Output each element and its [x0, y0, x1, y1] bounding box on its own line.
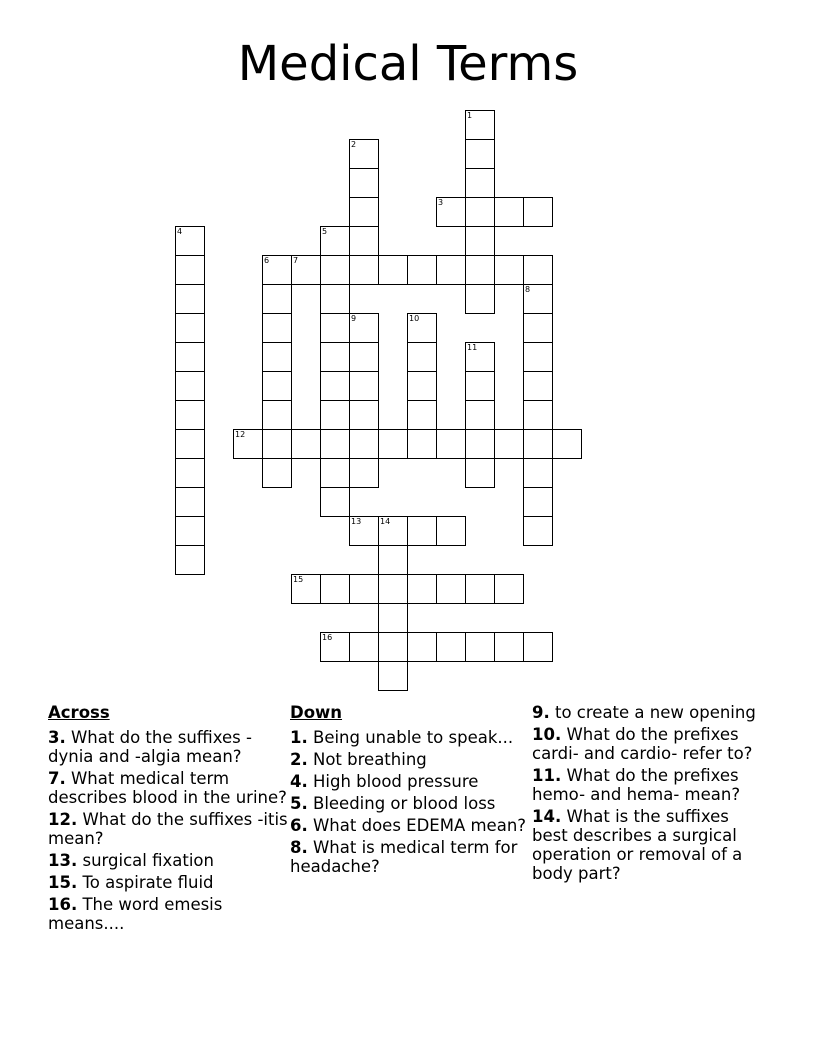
clue-number-label: 11.	[532, 766, 562, 785]
grid-cell[interactable]	[320, 342, 350, 372]
grid-cell[interactable]	[378, 545, 408, 575]
grid-cell[interactable]	[407, 429, 437, 459]
grid-cell[interactable]	[523, 255, 553, 285]
grid-cell[interactable]	[465, 458, 495, 488]
clue-text: What is medical term for headache?	[290, 838, 518, 876]
clue-text: What do the prefixes cardi- and cardio- refer to?	[532, 725, 753, 763]
grid-cell[interactable]	[175, 516, 205, 546]
grid-cell[interactable]	[291, 574, 321, 604]
grid-cell[interactable]	[262, 342, 292, 372]
grid-cell[interactable]	[494, 197, 524, 227]
page-title: Medical Terms	[237, 36, 579, 92]
grid-cell[interactable]	[465, 342, 495, 372]
grid-cell[interactable]	[349, 168, 379, 198]
down-clue-list-continued	[532, 703, 768, 883]
grid-cell[interactable]	[320, 255, 350, 285]
grid-cell[interactable]	[436, 429, 466, 459]
grid-cell[interactable]	[320, 400, 350, 430]
across-clues	[48, 703, 288, 936]
grid-cell[interactable]	[349, 342, 379, 372]
grid-cell[interactable]	[175, 429, 205, 459]
down-clues-continued	[532, 703, 768, 886]
grid-cell[interactable]	[436, 632, 466, 662]
grid-cell[interactable]	[349, 226, 379, 256]
clue-item	[290, 750, 530, 769]
clue-item	[48, 810, 288, 848]
grid-cell[interactable]	[494, 632, 524, 662]
grid-cell[interactable]	[349, 139, 379, 169]
clue-number: 10	[409, 314, 420, 323]
grid-cell[interactable]	[349, 400, 379, 430]
clue-text: What is the suffixes best describes a surgical operation or removal of a body part?	[532, 807, 743, 883]
clue-number-label: 9.	[532, 703, 550, 722]
clue-number-label: 8.	[290, 838, 308, 857]
clue-number: 1	[467, 111, 473, 120]
grid-cell[interactable]	[349, 516, 379, 546]
grid-cell[interactable]	[233, 429, 263, 459]
grid-cell[interactable]	[291, 255, 321, 285]
grid-cell[interactable]	[349, 313, 379, 343]
grid-cell[interactable]	[349, 632, 379, 662]
clue-number: 2	[351, 140, 357, 149]
grid-cell[interactable]	[320, 371, 350, 401]
grid-cell[interactable]	[465, 197, 495, 227]
grid-cell[interactable]	[175, 400, 205, 430]
across-clue-list	[48, 728, 288, 933]
grid-cell[interactable]	[320, 284, 350, 314]
grid-cell[interactable]	[523, 342, 553, 372]
grid-cell[interactable]	[436, 574, 466, 604]
grid-cell[interactable]	[465, 429, 495, 459]
grid-cell[interactable]	[262, 313, 292, 343]
grid-cell[interactable]	[378, 574, 408, 604]
grid-cell[interactable]	[378, 632, 408, 662]
clue-text: What medical term describes blood in the urine?	[48, 769, 287, 807]
grid-cell[interactable]	[349, 255, 379, 285]
clue-number-label: 5.	[290, 794, 308, 813]
clue-number-label: 4.	[290, 772, 308, 791]
grid-cell[interactable]	[465, 574, 495, 604]
grid-cell[interactable]	[523, 400, 553, 430]
across-heading: Across	[48, 703, 110, 722]
clue-text: To aspirate fluid	[77, 873, 214, 892]
down-heading: Down	[290, 703, 343, 722]
grid-cell[interactable]	[465, 284, 495, 314]
grid-cell[interactable]	[494, 574, 524, 604]
clue-number-label: 6.	[290, 816, 308, 835]
grid-cell[interactable]	[407, 255, 437, 285]
clue-text: High blood pressure	[307, 772, 479, 791]
clue-item	[290, 794, 530, 813]
grid-cell[interactable]	[262, 371, 292, 401]
grid-cell[interactable]	[523, 487, 553, 517]
grid-cell[interactable]	[407, 400, 437, 430]
clue-number: 5	[322, 227, 328, 236]
grid-cell[interactable]	[175, 458, 205, 488]
grid-cell[interactable]	[262, 458, 292, 488]
grid-cell[interactable]	[436, 197, 466, 227]
grid-cell[interactable]	[262, 255, 292, 285]
clue-text: The word emesis means....	[48, 895, 223, 933]
grid-cell[interactable]	[175, 342, 205, 372]
grid-cell[interactable]	[552, 429, 582, 459]
clue-number: 4	[177, 227, 183, 236]
clue-text: What do the suffixes -itis mean?	[48, 810, 288, 848]
grid-cell[interactable]	[320, 313, 350, 343]
grid-cell[interactable]	[407, 632, 437, 662]
grid-cell[interactable]	[523, 429, 553, 459]
grid-cell[interactable]	[465, 110, 495, 140]
grid-cell[interactable]	[320, 226, 350, 256]
clue-item	[532, 766, 768, 804]
grid-cell[interactable]	[349, 371, 379, 401]
grid-cell[interactable]	[465, 255, 495, 285]
clue-number-label: 12.	[48, 810, 78, 829]
clue-number-label: 15.	[48, 873, 78, 892]
grid-cell[interactable]	[175, 226, 205, 256]
grid-cell[interactable]	[407, 574, 437, 604]
grid-cell[interactable]	[465, 139, 495, 169]
grid-cell[interactable]	[378, 429, 408, 459]
grid-cell[interactable]	[407, 516, 437, 546]
grid-cell[interactable]	[320, 487, 350, 517]
clue-item	[290, 728, 530, 747]
clue-number: 14	[380, 517, 391, 526]
grid-cell[interactable]	[436, 516, 466, 546]
clue-text: Not breathing	[307, 750, 427, 769]
clue-number: 7	[293, 256, 299, 265]
grid-cell[interactable]	[175, 313, 205, 343]
clue-item	[532, 725, 768, 763]
clue-text: What do the prefixes hemo- and hema- mean?	[532, 766, 741, 804]
grid-cell[interactable]	[349, 574, 379, 604]
grid-cell[interactable]	[465, 400, 495, 430]
clue-number-label: 14.	[532, 807, 562, 826]
grid-cell[interactable]	[320, 458, 350, 488]
grid-cell[interactable]	[407, 371, 437, 401]
grid-cell[interactable]	[436, 255, 466, 285]
grid-cell[interactable]	[320, 632, 350, 662]
clue-number-label: 1.	[290, 728, 308, 747]
clue-item	[48, 728, 288, 766]
clue-number-label: 10.	[532, 725, 562, 744]
clue-item	[48, 851, 288, 870]
clue-number: 15	[293, 575, 304, 584]
clue-number-label: 16.	[48, 895, 78, 914]
grid-cell[interactable]	[378, 661, 408, 691]
grid-cell[interactable]	[291, 429, 321, 459]
grid-cell[interactable]	[262, 429, 292, 459]
clue-item	[290, 772, 530, 791]
clue-number-label: 2.	[290, 750, 308, 769]
clue-item	[48, 769, 288, 807]
grid-cell[interactable]	[407, 313, 437, 343]
clue-number: 3	[438, 198, 444, 207]
clue-item	[290, 816, 530, 835]
clue-item	[48, 873, 288, 892]
clue-number: 6	[264, 256, 270, 265]
grid-cell[interactable]	[523, 371, 553, 401]
grid-cell[interactable]	[349, 458, 379, 488]
grid-cell[interactable]	[465, 632, 495, 662]
down-clues	[290, 703, 530, 879]
grid-cell[interactable]	[262, 284, 292, 314]
grid-cell[interactable]	[465, 168, 495, 198]
clue-number-label: 7.	[48, 769, 66, 788]
grid-cell[interactable]	[320, 429, 350, 459]
grid-cell[interactable]	[378, 516, 408, 546]
clue-number-label: 13.	[48, 851, 78, 870]
down-clue-list	[290, 728, 530, 876]
clue-number: 8	[525, 285, 531, 294]
clue-number: 12	[235, 430, 246, 439]
grid-cell[interactable]	[523, 632, 553, 662]
grid-cell[interactable]	[262, 400, 292, 430]
grid-cell[interactable]	[523, 284, 553, 314]
grid-cell[interactable]	[175, 487, 205, 517]
clue-text: Bleeding or blood loss	[307, 794, 496, 813]
grid-cell[interactable]	[175, 371, 205, 401]
grid-cell[interactable]	[494, 255, 524, 285]
grid-cell[interactable]	[378, 603, 408, 633]
grid-cell[interactable]	[175, 284, 205, 314]
grid-cell[interactable]	[523, 516, 553, 546]
clue-number: 9	[351, 314, 357, 323]
clue-item	[532, 807, 768, 883]
clue-item	[532, 703, 768, 722]
clue-text: surgical fixation	[77, 851, 214, 870]
clue-text: What do the suffixes -dynia and -algia mean?	[48, 728, 252, 766]
clue-number-label: 3.	[48, 728, 66, 747]
clue-number: 13	[351, 517, 362, 526]
grid-cell[interactable]	[523, 458, 553, 488]
grid-cell[interactable]	[407, 342, 437, 372]
grid-cell[interactable]	[378, 255, 408, 285]
clue-item	[48, 895, 288, 933]
grid-cell[interactable]	[494, 429, 524, 459]
clue-number: 16	[322, 633, 333, 642]
grid-cell[interactable]	[523, 197, 553, 227]
grid-cell[interactable]	[465, 371, 495, 401]
grid-cell[interactable]	[349, 197, 379, 227]
clue-text: to create a new opening	[549, 703, 756, 722]
clue-text: What does EDEMA mean?	[307, 816, 527, 835]
grid-cell[interactable]	[320, 574, 350, 604]
grid-cell[interactable]	[175, 545, 205, 575]
clue-item	[290, 838, 530, 876]
grid-cell[interactable]	[175, 255, 205, 285]
grid-cell[interactable]	[465, 226, 495, 256]
grid-cell[interactable]	[523, 313, 553, 343]
clue-number: 11	[467, 343, 478, 352]
grid-cell[interactable]	[349, 429, 379, 459]
clue-text: Being unable to speak...	[307, 728, 514, 747]
